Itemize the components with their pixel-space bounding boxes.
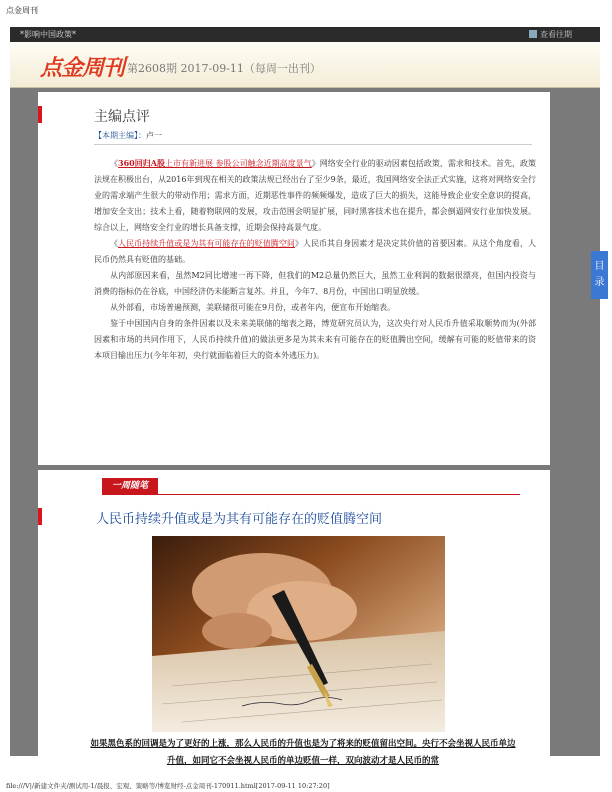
paragraph: 从外部看，市场普遍预测，美联储很可能在9月份，或者年内，便宣布开始缩表。 <box>110 303 396 312</box>
photo-caption: 如果黑色系的回调是为了更好的上涨，那么人民币的升值也是为了将来的贬值留出空间。央行不会坐视人民币单边升值，如同它不会坐视人民币的单边贬值一样，双向波动才是人民币的常 <box>90 739 516 766</box>
quote-open: 《 <box>110 159 119 168</box>
fountain-pen-writing-photo <box>152 536 445 732</box>
section-tag: 一周随笔 <box>102 478 158 494</box>
article-link-360[interactable] <box>118 159 312 168</box>
paragraph-text: 》人民币其自身因素才是决定其价值的首要因素。从这个角度看，人民币仍然具有贬值的基础。 <box>94 239 537 264</box>
paragraph: 从内部原因来看，虽然M2同比增速一再下降，但我们的M2总量仍然巨大，虽然工业利润的数据很漂亮，但国内投资与消费的指标仍在谷底，中国经济仍未能断言复苏。并且，今年7、8月份，中国出口明显放缓。 <box>94 271 536 296</box>
divider <box>94 144 532 145</box>
section-marker <box>38 508 42 525</box>
top-bar <box>10 27 600 42</box>
paragraph-text: 》网络安全行业的驱动因素包括政策、需求和技术。首先，政策法规在积极出台，从2016年到现在相关的政策法规已经出台了至少9条，最近，我国网络安全法正式实施，这将对网络安全行业的需求端产生很大的带动作用；需求方面，近期恶性事件的频频爆发，造成了巨大的损失，这能导致企业安全意识的提高，增加安全支出；技术上看，随着物联网的发展，攻击范围会明显扩展，同时黑客技术也在提升，都会倒逼网安行业加快发展。综合以上，网络安全行业的增长具备支撑，近期会保持高景气度。 <box>94 159 537 232</box>
article-body <box>94 155 536 364</box>
section-title: 主编点评 <box>94 109 150 125</box>
browser-page-title: 点金周刊 <box>6 6 38 15</box>
toc-char-2: 录 <box>594 277 605 288</box>
slogan: *影响中国政策* <box>20 30 76 39</box>
table-of-contents-tab[interactable] <box>591 251 608 299</box>
paragraph <box>94 155 536 236</box>
editor-line <box>94 130 162 141</box>
weekly-essay-card <box>38 470 550 770</box>
link-text: 上市有新进展 参股公司触念近期高度景气 <box>164 159 312 168</box>
toc-char-1: 目 <box>594 261 605 272</box>
link-bold-text: 360回归A股 <box>118 158 165 168</box>
article-link-rmb[interactable]: 人民币持续升值或是为其有可能存在的贬值腾空间 <box>118 239 295 248</box>
archive-link[interactable] <box>529 29 572 40</box>
tag-underline <box>102 494 520 495</box>
archive-icon <box>529 30 537 38</box>
editor-name: 卢一 <box>146 131 162 140</box>
article-title: 人民币持续升值或是为其有可能存在的贬值腾空间 <box>96 512 383 527</box>
editor-label: 【本期主编】： <box>94 131 146 140</box>
file-path-footer: file:///V|/新建文件夹/测试用-1/晨报、宏观、策略等/博览财经-点金周刊-170911.html[2017-09-11 10:27:20] <box>6 782 330 790</box>
editor-comment-card <box>38 92 550 465</box>
quote-open: 《 <box>110 239 119 248</box>
masthead <box>10 42 600 88</box>
logo: 点金周刊 <box>40 56 125 81</box>
newsletter-frame <box>10 27 605 766</box>
archive-label: 查看往期 <box>540 30 572 39</box>
issue-info: 第2608期 2017-09-11（每周一出刊） <box>127 62 321 75</box>
paragraph: 鉴于中国国内自身的条件因素以及未来美联储的缩表之路，博览研究员认为，这次央行对人民币升值采取顺势而为(外部因素和市场的共同作用下，人民币持续升值)的做法更多是为其未来有可能存在的贬值腾出空间，缓解有可能的贬值带来的资本项目输出压力(今年年初，央行就面临着巨大的资本外逃压力)。 <box>94 319 536 360</box>
paragraph <box>94 236 536 268</box>
section-marker <box>38 106 42 123</box>
